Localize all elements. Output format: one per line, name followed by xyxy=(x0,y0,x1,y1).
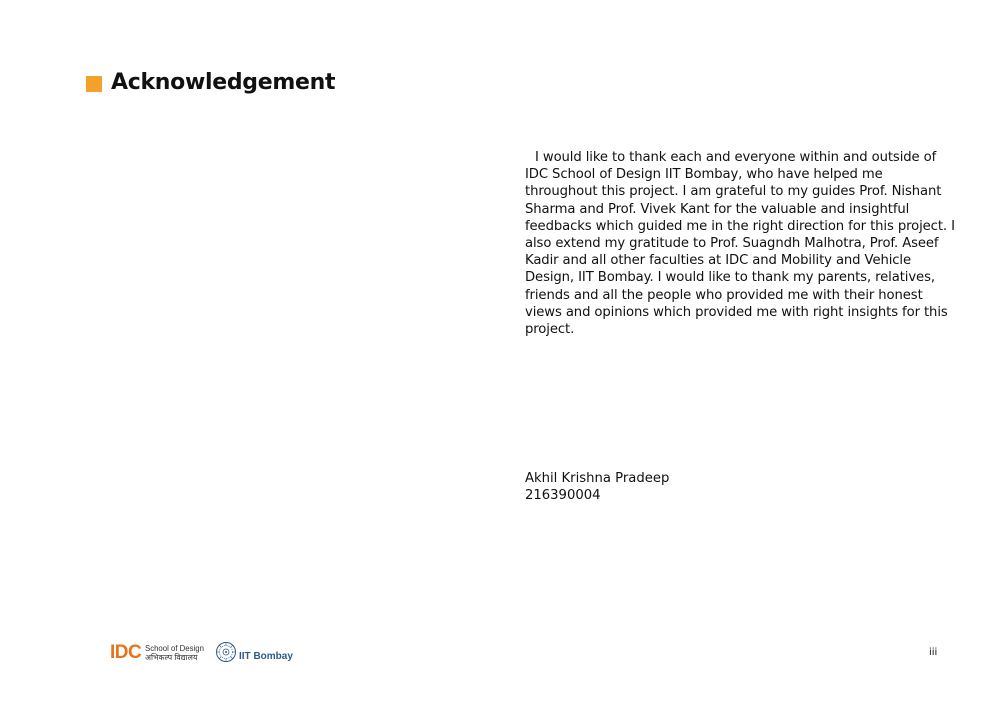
iit-bombay-emblem-icon xyxy=(215,641,237,663)
roll-number: 216390004 xyxy=(525,488,601,504)
acknowledgement-paragraph: I would like to thank each and everyone within and outside of IDC School of Design IIT Bombay, who have helped me throughout this project. I am grateful to my guides Prof. Nishant Sharma and Prof. Vivek Kant for the valuable and insightful feedbacks which guided me in the right direction for this project. I also extend my gratitude to Prof. Suagndh Malhotra, Prof. Aseef Kadir and all other faculties at IDC and Mobility and Vehicle Design, IIT Bombay. I would like to thank my parents, relatives, friends and all the people who provided me with their honest views and opinions which provided me with right insights for this project. xyxy=(525,150,955,338)
iit-bombay-logo-text: IIT Bombay xyxy=(239,651,293,662)
author-name: Akhil Krishna Pradeep xyxy=(525,471,670,486)
idc-logo-subtitle xyxy=(145,644,225,662)
idc-logo-hindi: अभिकल्प विद्यालय xyxy=(145,653,198,662)
page-title: Acknowledgement xyxy=(111,70,336,95)
signature-block xyxy=(525,470,669,504)
idc-logo-mark: IDC xyxy=(110,642,142,663)
page-number: iii xyxy=(929,647,938,658)
heading-accent-square xyxy=(86,76,102,92)
idc-logo-english: School of Design xyxy=(145,644,204,653)
